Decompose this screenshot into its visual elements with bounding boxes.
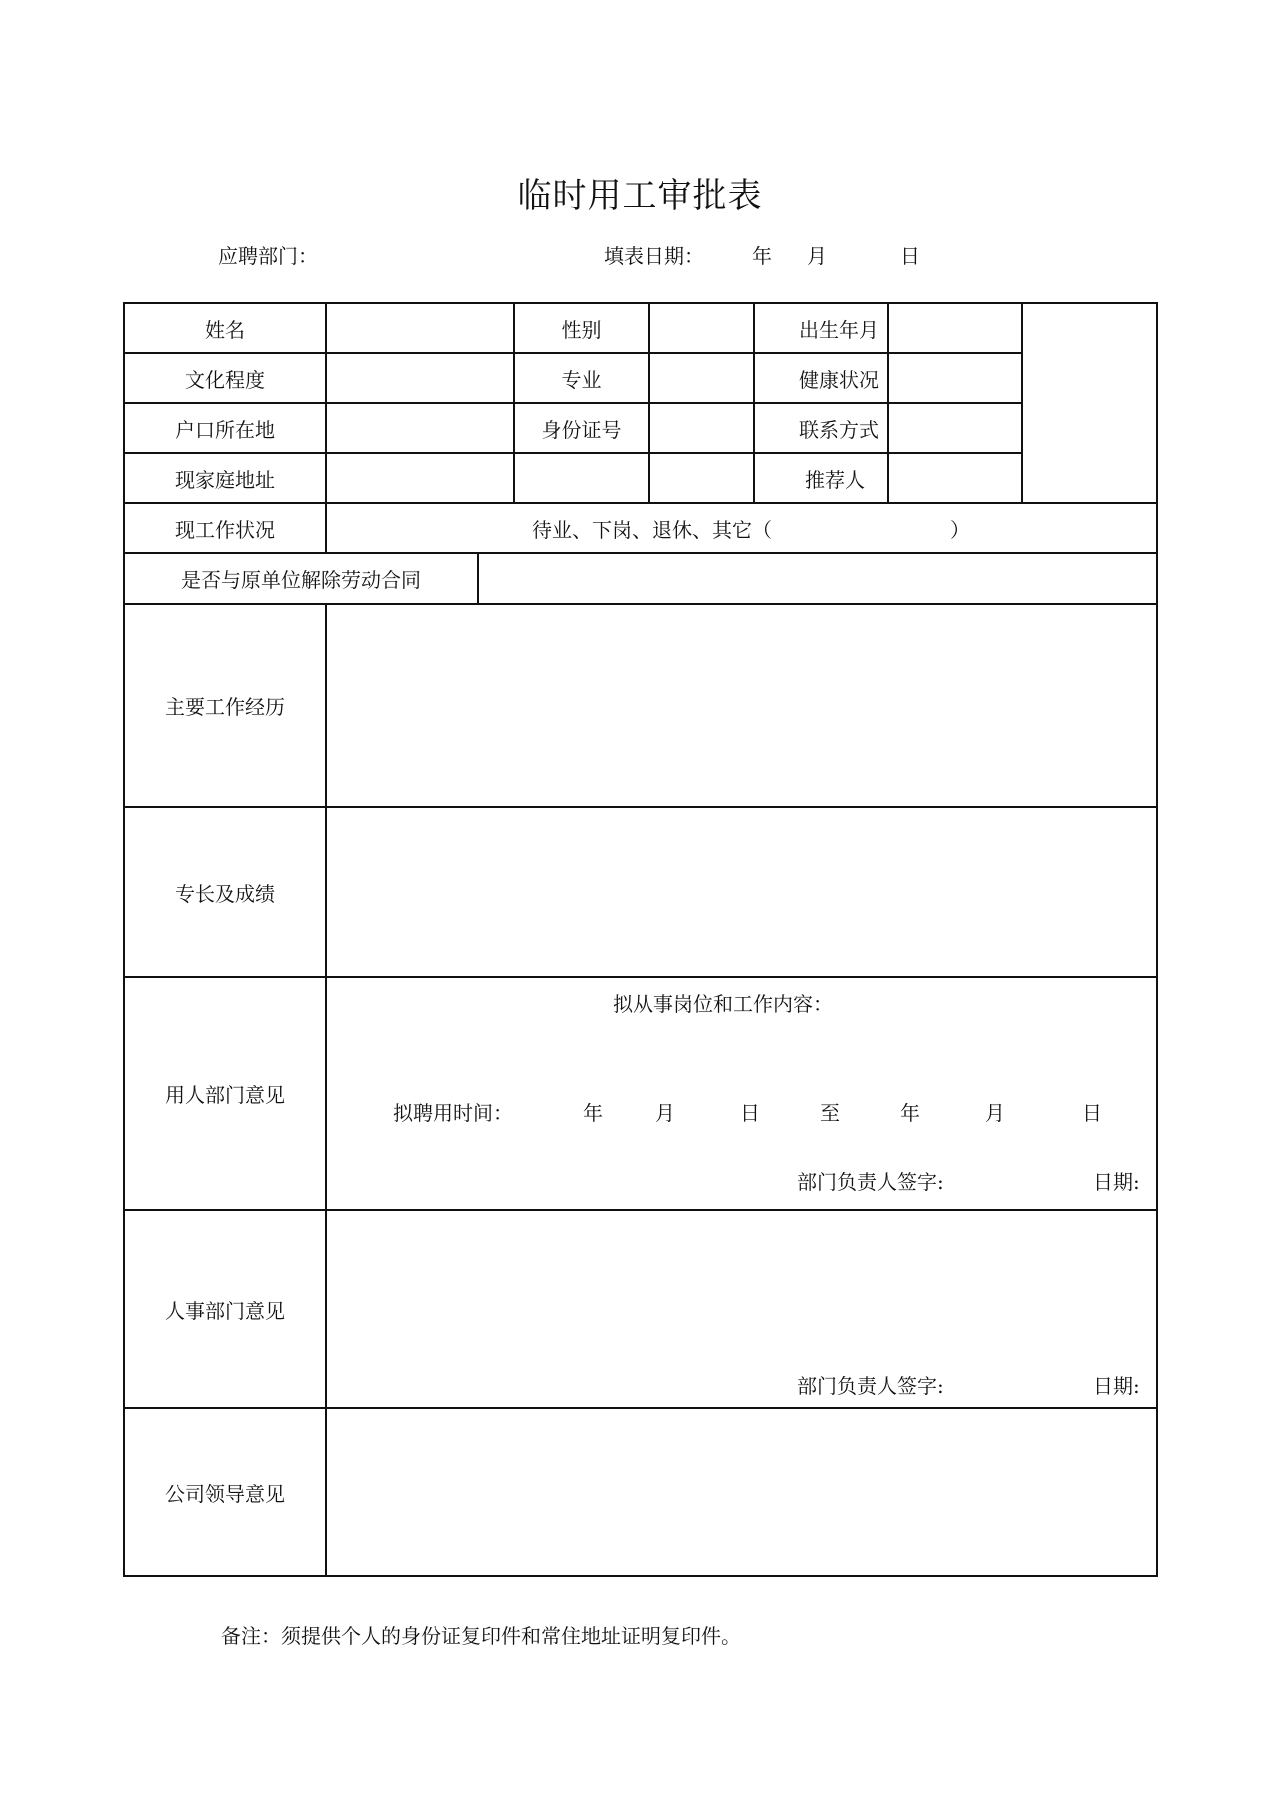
label-hr-dept-opinion: 人事部门意见 bbox=[165, 1298, 285, 1323]
label-contact: 联系方式 bbox=[799, 417, 879, 442]
footnote: 备注：须提供个人的身份证复印件和常住地址证明复印件。 bbox=[221, 1624, 741, 1648]
label-gender: 性别 bbox=[561, 317, 602, 342]
form-title: 临时用工审批表 bbox=[517, 176, 763, 216]
period-end-year: 年 bbox=[900, 1101, 920, 1125]
period-start-day: 日 bbox=[740, 1101, 760, 1125]
period-end-month: 月 bbox=[985, 1101, 1005, 1125]
period-start-month: 月 bbox=[655, 1101, 675, 1125]
period-end-day: 日 bbox=[1082, 1101, 1102, 1125]
department-label: 应聘部门： bbox=[218, 244, 318, 268]
fill-date-day: 日 bbox=[900, 244, 920, 268]
home-address-field-2[interactable] bbox=[515, 454, 648, 502]
referrer-field[interactable] bbox=[889, 454, 1021, 502]
hukou-field[interactable] bbox=[327, 404, 513, 452]
name-field[interactable] bbox=[327, 304, 513, 352]
major-field[interactable] bbox=[650, 354, 753, 402]
fill-date-year: 年 bbox=[752, 244, 772, 268]
hiring-period-label: 拟聘用时间： bbox=[393, 1101, 513, 1125]
label-major: 专业 bbox=[561, 367, 602, 392]
work-status-options[interactable]: 待业、下岗、退休、其它（ bbox=[532, 518, 772, 542]
label-name: 姓名 bbox=[205, 317, 245, 342]
hiring-dept-date-label: 日期: bbox=[1093, 1170, 1140, 1194]
label-hukou: 户口所在地 bbox=[175, 417, 275, 442]
label-health: 健康状况 bbox=[799, 367, 879, 392]
fill-date-label: 填表日期： bbox=[604, 244, 704, 268]
education-field[interactable] bbox=[327, 354, 513, 402]
hr-dept-signature-label: 部门负责人签字: bbox=[797, 1374, 944, 1398]
label-home-address: 现家庭地址 bbox=[175, 467, 275, 492]
label-id-number: 身份证号 bbox=[541, 417, 622, 442]
label-contract-terminated: 是否与原单位解除劳动合同 bbox=[181, 568, 421, 592]
work-experience-field[interactable] bbox=[327, 605, 1156, 806]
label-hiring-dept-opinion: 用人部门意见 bbox=[165, 1083, 285, 1107]
hr-dept-opinion-field[interactable] bbox=[327, 1211, 1156, 1361]
label-work-experience: 主要工作经历 bbox=[165, 695, 285, 719]
hr-dept-date-label: 日期: bbox=[1093, 1374, 1140, 1398]
label-work-status: 现工作状况 bbox=[175, 517, 275, 542]
contract-terminated-field[interactable] bbox=[479, 554, 1156, 603]
period-start-year: 年 bbox=[583, 1101, 603, 1125]
contact-field[interactable] bbox=[889, 404, 1021, 452]
period-to: 至 bbox=[820, 1101, 840, 1125]
hiring-dept-signature-label: 部门负责人签字: bbox=[797, 1170, 944, 1194]
label-referrer: 推荐人 bbox=[805, 467, 865, 492]
position-content-label: 拟从事岗位和工作内容： bbox=[613, 992, 833, 1016]
fill-date-month: 月 bbox=[807, 244, 827, 268]
home-address-field[interactable] bbox=[327, 454, 513, 502]
birth-date-field[interactable] bbox=[889, 304, 1021, 352]
label-education: 文化程度 bbox=[185, 367, 265, 392]
photo-area[interactable] bbox=[1023, 304, 1156, 502]
health-field[interactable] bbox=[889, 354, 1021, 402]
label-birth-date: 出生年月 bbox=[799, 317, 879, 342]
table-border-right bbox=[1156, 302, 1158, 1577]
table-border-bottom bbox=[123, 1575, 1158, 1577]
label-skills: 专长及成绩 bbox=[175, 881, 275, 906]
leader-opinion-field[interactable] bbox=[327, 1409, 1156, 1575]
skills-field[interactable] bbox=[327, 808, 1156, 976]
work-status-close-paren: ） bbox=[950, 518, 970, 542]
label-leader-opinion: 公司领导意见 bbox=[165, 1481, 285, 1506]
home-address-field-3[interactable] bbox=[650, 454, 753, 502]
gender-field[interactable] bbox=[650, 304, 753, 352]
id-number-field[interactable] bbox=[650, 404, 753, 452]
